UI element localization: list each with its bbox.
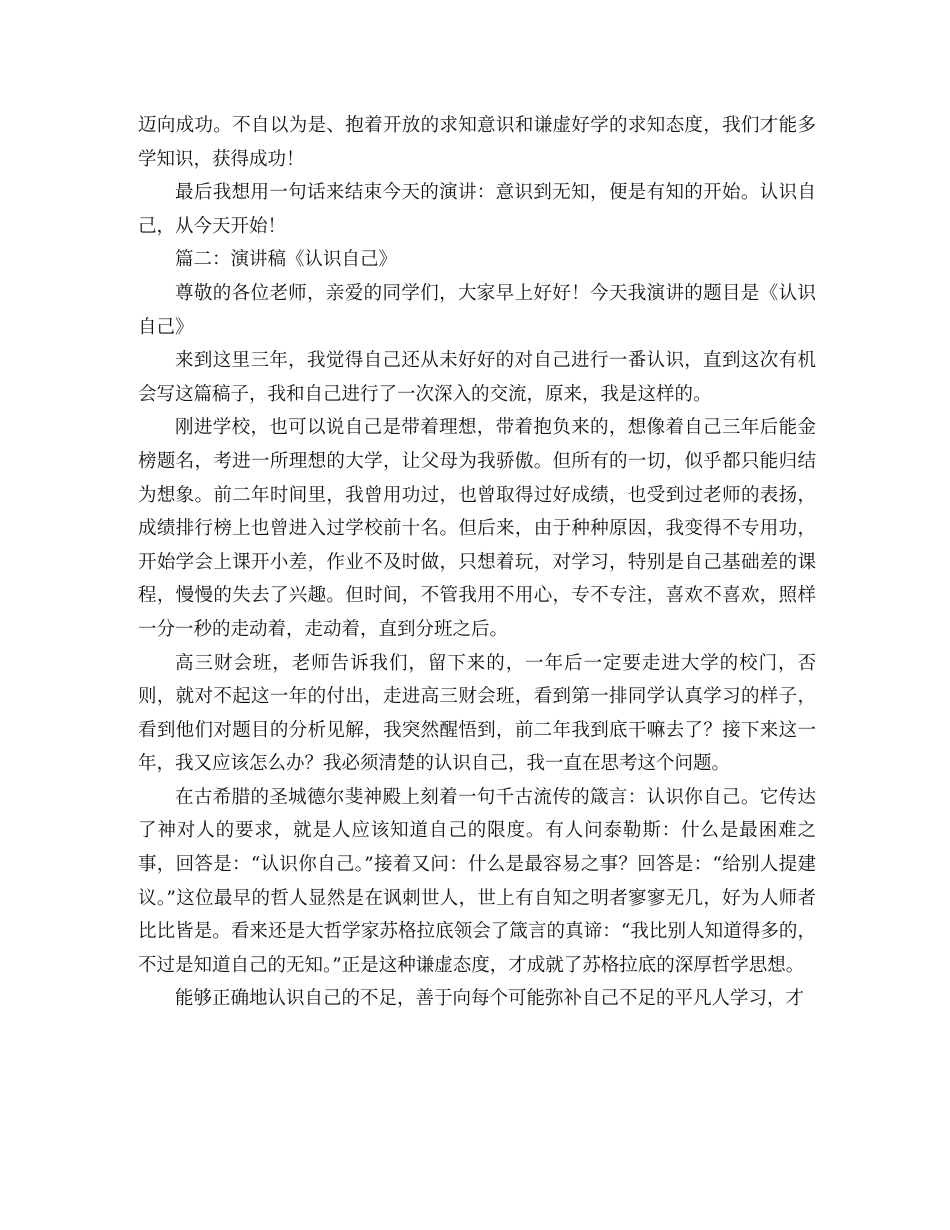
paragraph-4: 尊敬的各位老师，亲爱的同学们，大家早上好好！今天我演讲的题目是《认识自己》 (138, 282, 816, 338)
paragraph-1: 迈向成功。不自以为是、抱着开放的求知意识和谦虚好学的求知态度，我们才能多学知识，获得成功！ (138, 115, 816, 170)
paragraph-9: 能够正确地认识自己的不足，善于向每个可能弥补自己不足的平凡人学习，才 (175, 988, 805, 1010)
section-heading: 篇二：演讲稿《认识自己》 (175, 249, 398, 271)
paragraph-5: 来到这里三年，我觉得自己还从未好好的对自己进行一番认识，直到这次有机会写这篇稿子，我和自己进行了一次深入的交流，原来，我是这样的。 (138, 350, 816, 405)
paragraph-2: 最后我想用一句话来结束今天的演讲：意识到无知，便是有知的开始。认识自己，从今天开始！ (138, 182, 816, 237)
paragraph-8: 在古希腊的圣城德尔斐神殿上刻着一句千古流传的箴言：认识你自己。它传达了神对人的要求，就是人应该知道自己的限度。有人问泰勒斯：什么是最困难之事，回答是：“认识你自己。”接着又问：什么是最容易之事？回答是：“给别人提建议。”这位最早的哲人显然是在讽刺世人，世上有自知之明者寥寥无几，好为人师者比比皆是。看来还是大哲学家苏格拉底领会了箴言的真谛：“我比别人知道得多的，不过是知道自己的无知。”正是这种谦虚态度，才成就了苏格拉底的深厚哲学思想。 (138, 786, 816, 976)
paragraph-6: 刚进学校，也可以说自己是带着理想，带着抱负来的，想像着自己三年后能金榜题名，考进一所理想的大学，让父母为我骄傲。但所有的一切，似乎都只能归结为想象。前二年时间里，我曾用功过，也曾取得过好成绩，也受到过老师的表扬，成绩排行榜上也曾进入过学校前十名。但后来，由于种种原因，我变得不专用功，开始学会上课开小差，作业不及时做，只想着玩，对学习，特别是自己基础差的课程，慢慢的失去了兴趣。但时间，不管我用不用心，专不专注，喜欢不喜欢，照样一分一秒的走动着，走动着，直到分班之后。 (138, 417, 816, 640)
paragraph-7: 高三财会班，老师告诉我们，留下来的，一年后一定要走进大学的校门，否则，就对不起这一年的付出，走进高三财会班，看到第一排同学认真学习的样子，看到他们对题目的分析见解，我突然醒悟到，前二年我到底干嘛去了？接下来这一年，我又应该怎么办？我必须清楚的认识自己，我一直在思考这个问题。 (138, 652, 816, 775)
document-page (138, 109, 816, 1016)
